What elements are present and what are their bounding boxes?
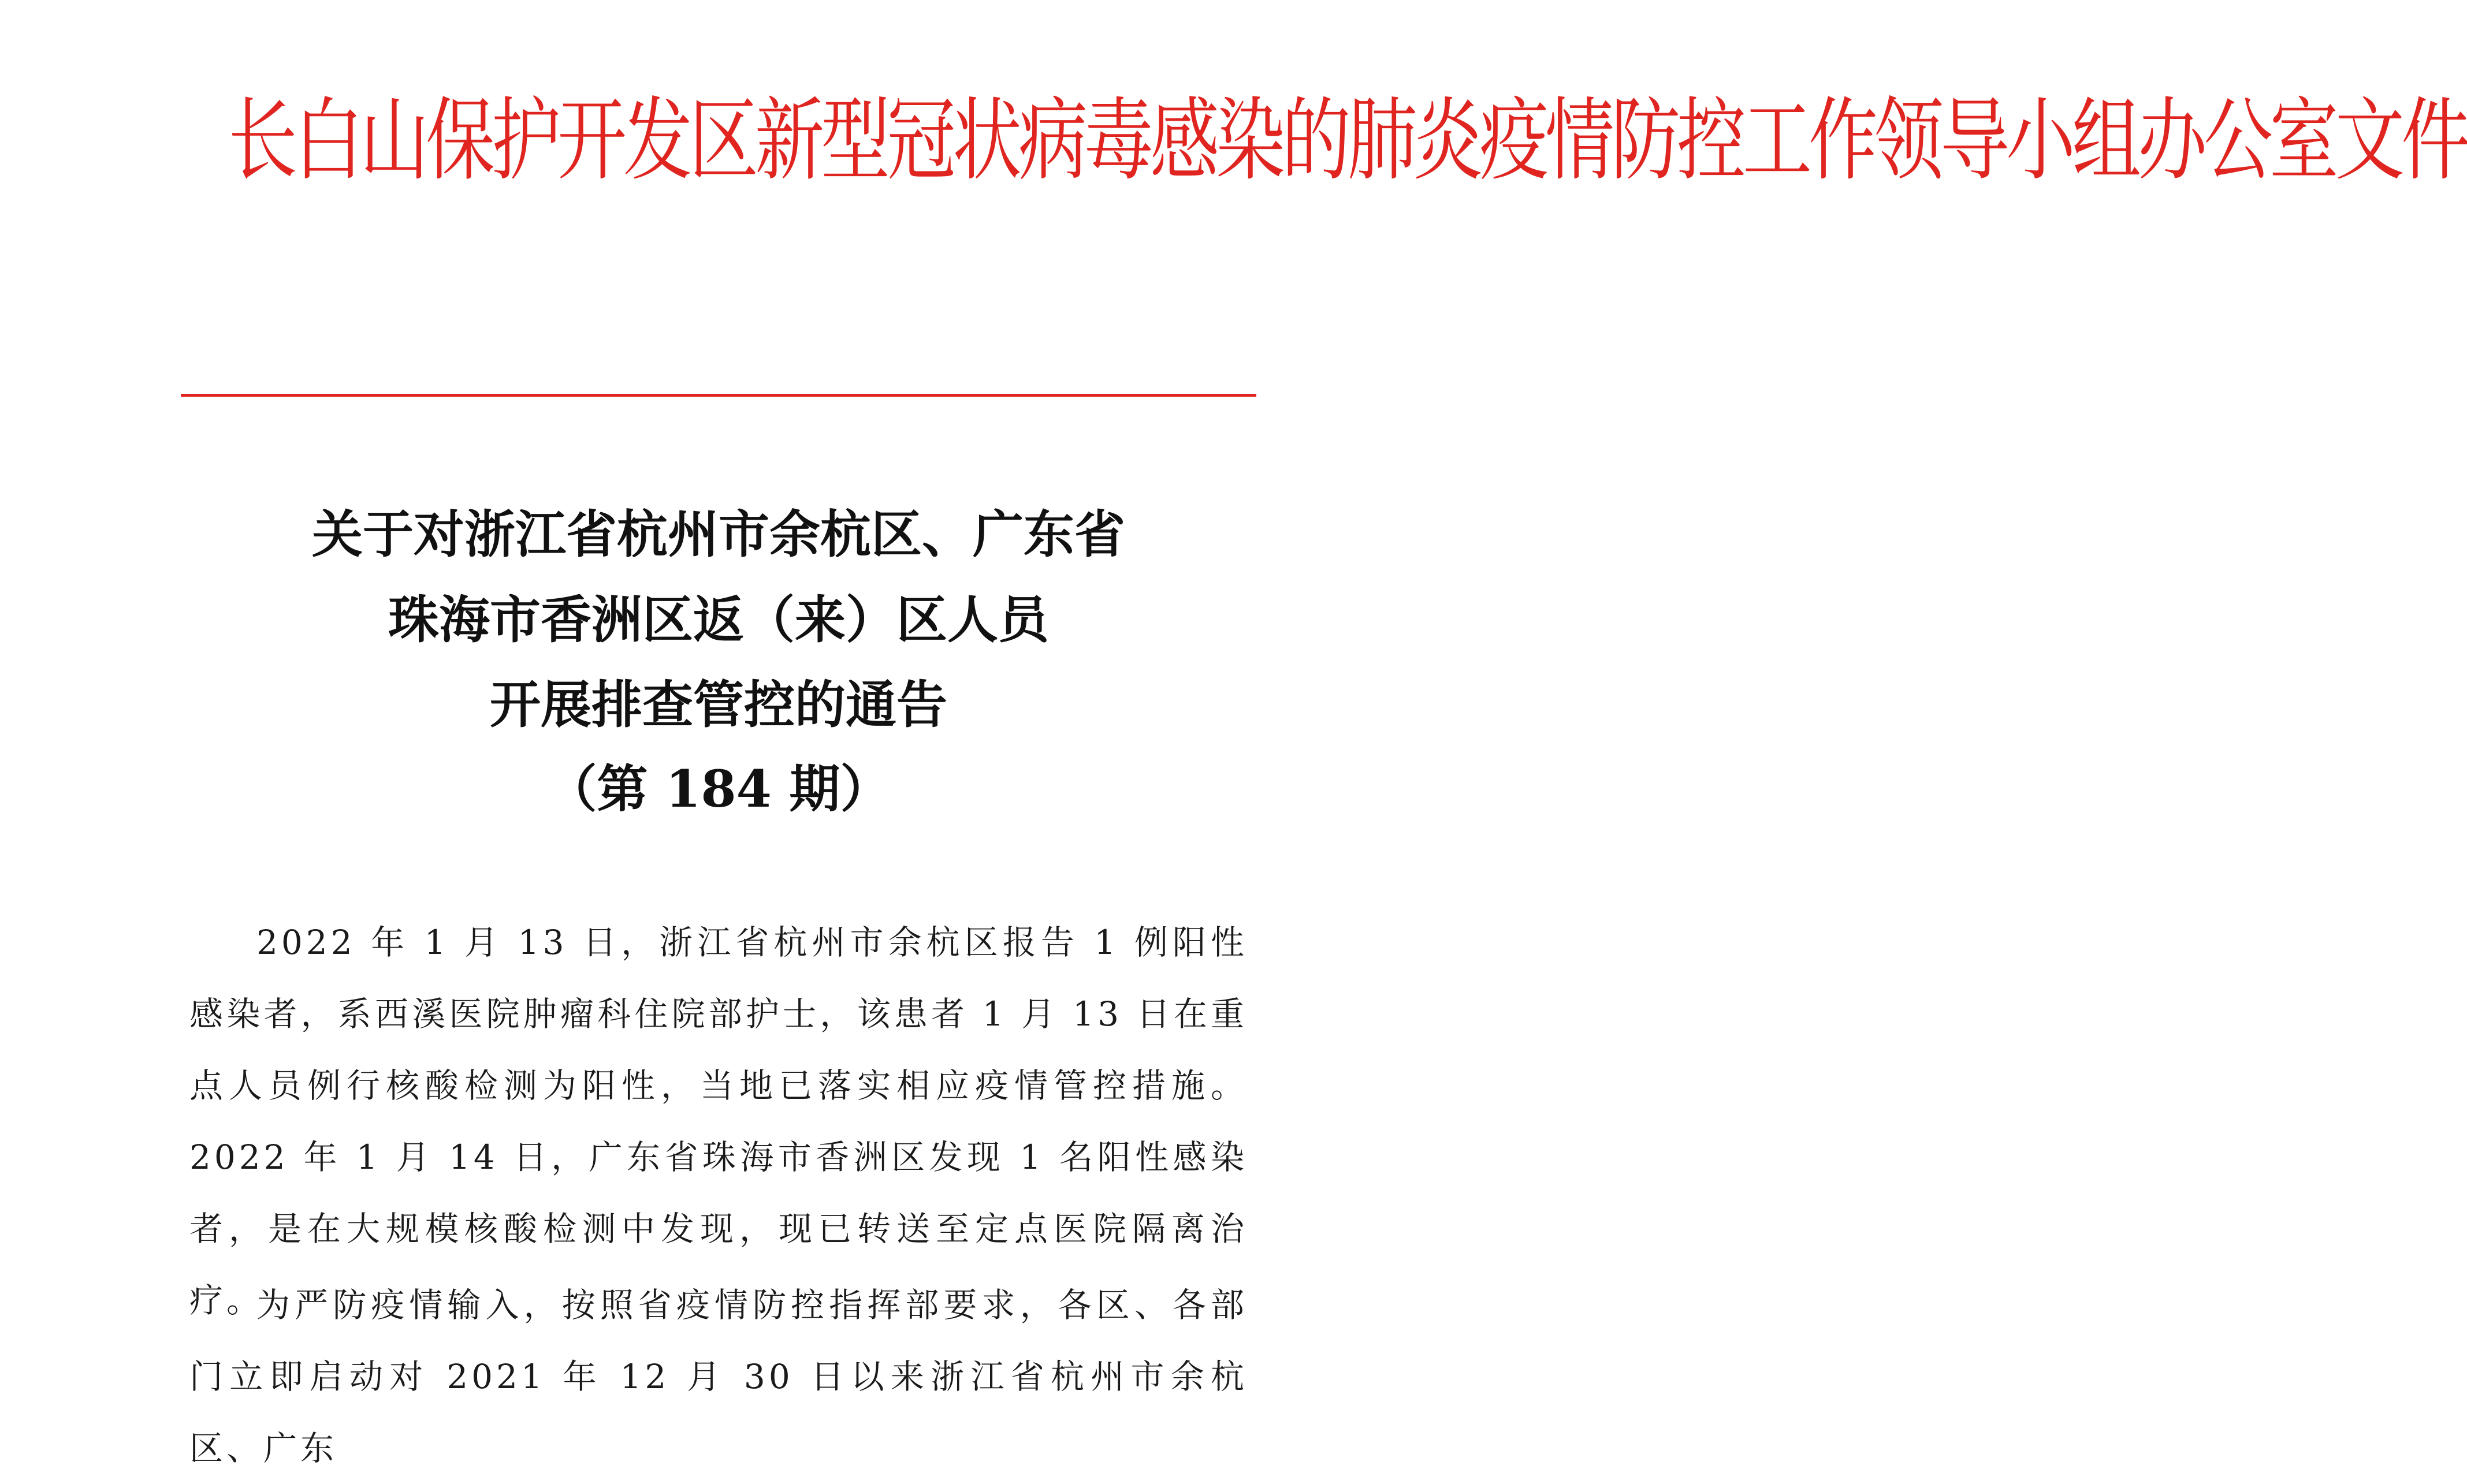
title-line-2: 珠海市香洲区返（来）区人员 (388, 590, 1049, 650)
issuer-header: 长白山保护开发区新型冠状病毒感染的肺炎疫情防控工作领导小组办公室文件 (228, 89, 2467, 193)
issue-number: （第 184 期） (546, 759, 891, 819)
title-line-1: 关于对浙江省杭州市余杭区、广东省 (311, 504, 1125, 564)
title-line-3: 开展排查管控的通告 (489, 674, 947, 734)
body-paragraph-1: 2022 年 1 月 13 日，浙江省杭州市余杭区报告 1 例阳性感染者，系西溪医院肿瘤科住院部护士，该患者 1 月 13 日在重点人员例行核酸检测为阳性，当地已落实相应疫情管控措施。2022 年 1 月 14 日，广东省珠海市香洲区发现 1 名阳性感染者，是在大规模核酸检测中发现，现已转送至定点医院隔离治疗。 (189, 923, 1248, 1320)
body-paragraph-2: 为严防疫情输入，按照省疫情防控指挥部要求，各区、各部门立即启动对 2021 年 12 月 30 日以来浙江省杭州市余杭区、广东 (189, 1285, 1248, 1468)
